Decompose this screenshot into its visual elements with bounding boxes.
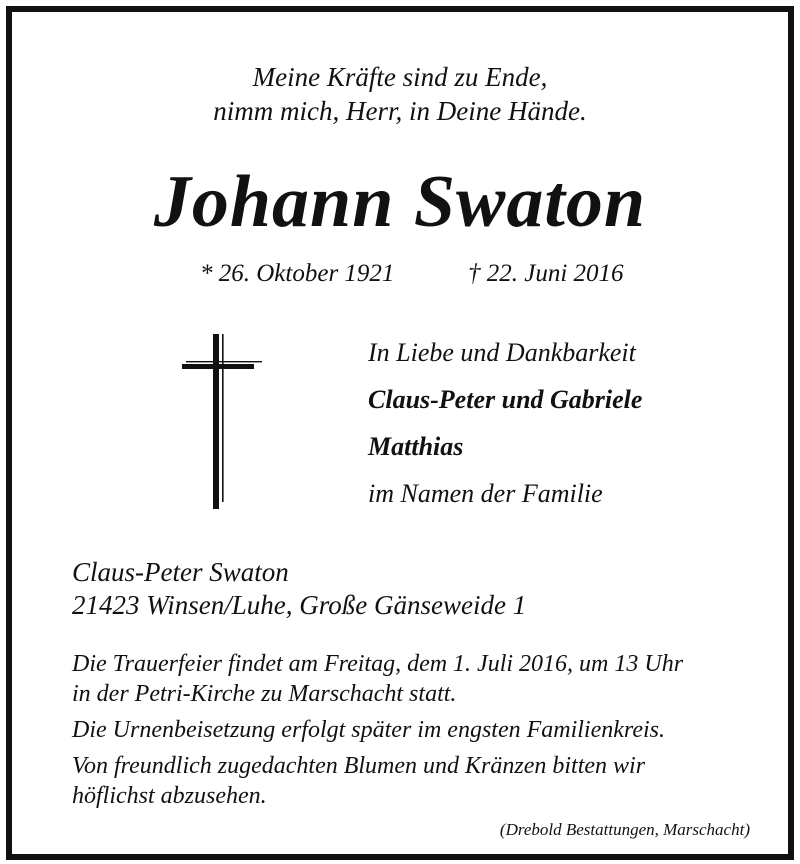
motto-line-2: nimm mich, Herr, in Deine Hände. [213,96,587,126]
address-name: Claus-Peter Swaton [72,557,289,587]
mourners-names-2: Matthias [368,432,464,461]
mourners-names-1: Claus-Peter und Gabriele [368,385,643,414]
mourners-intro: In Liebe und Dankbarkeit [368,338,636,367]
deceased-name: Johann Swaton [153,161,647,243]
obituary-frame [6,6,794,860]
birth-date: * 26. Oktober 1921 [200,260,395,287]
mourners-closing: im Namen der Familie [368,479,603,508]
mourners-block [368,337,642,525]
urn-note: Die Urnenbeisetzung erfolgt später im engsten Familienkreis. [72,717,666,743]
motto [12,60,788,128]
funeral-line-1: Die Trauerfeier findet am Freitag, dem 1. Juli 2016, um 13 Uhr [72,651,684,677]
motto-line-1: Meine Kräfte sind zu Ende, [252,62,548,92]
cross-icon [182,334,262,509]
funeral-home-credit: (Drebold Bestattungen, Marschacht) [499,820,750,839]
contact-address [72,556,526,622]
address-street: 21423 Winsen/Luhe, Große Gänseweide 1 [72,590,527,620]
flowers-line-1: Von freundlich zugedachten Blumen und Kränzen bitten wir [72,753,646,779]
death-date: † 22. Juni 2016 [468,260,624,287]
funeral-line-2: in der Petri-Kirche zu Marschacht statt. [72,681,457,707]
flowers-line-2: höflichst abzusehen. [72,783,267,809]
funeral-notes [72,649,683,811]
